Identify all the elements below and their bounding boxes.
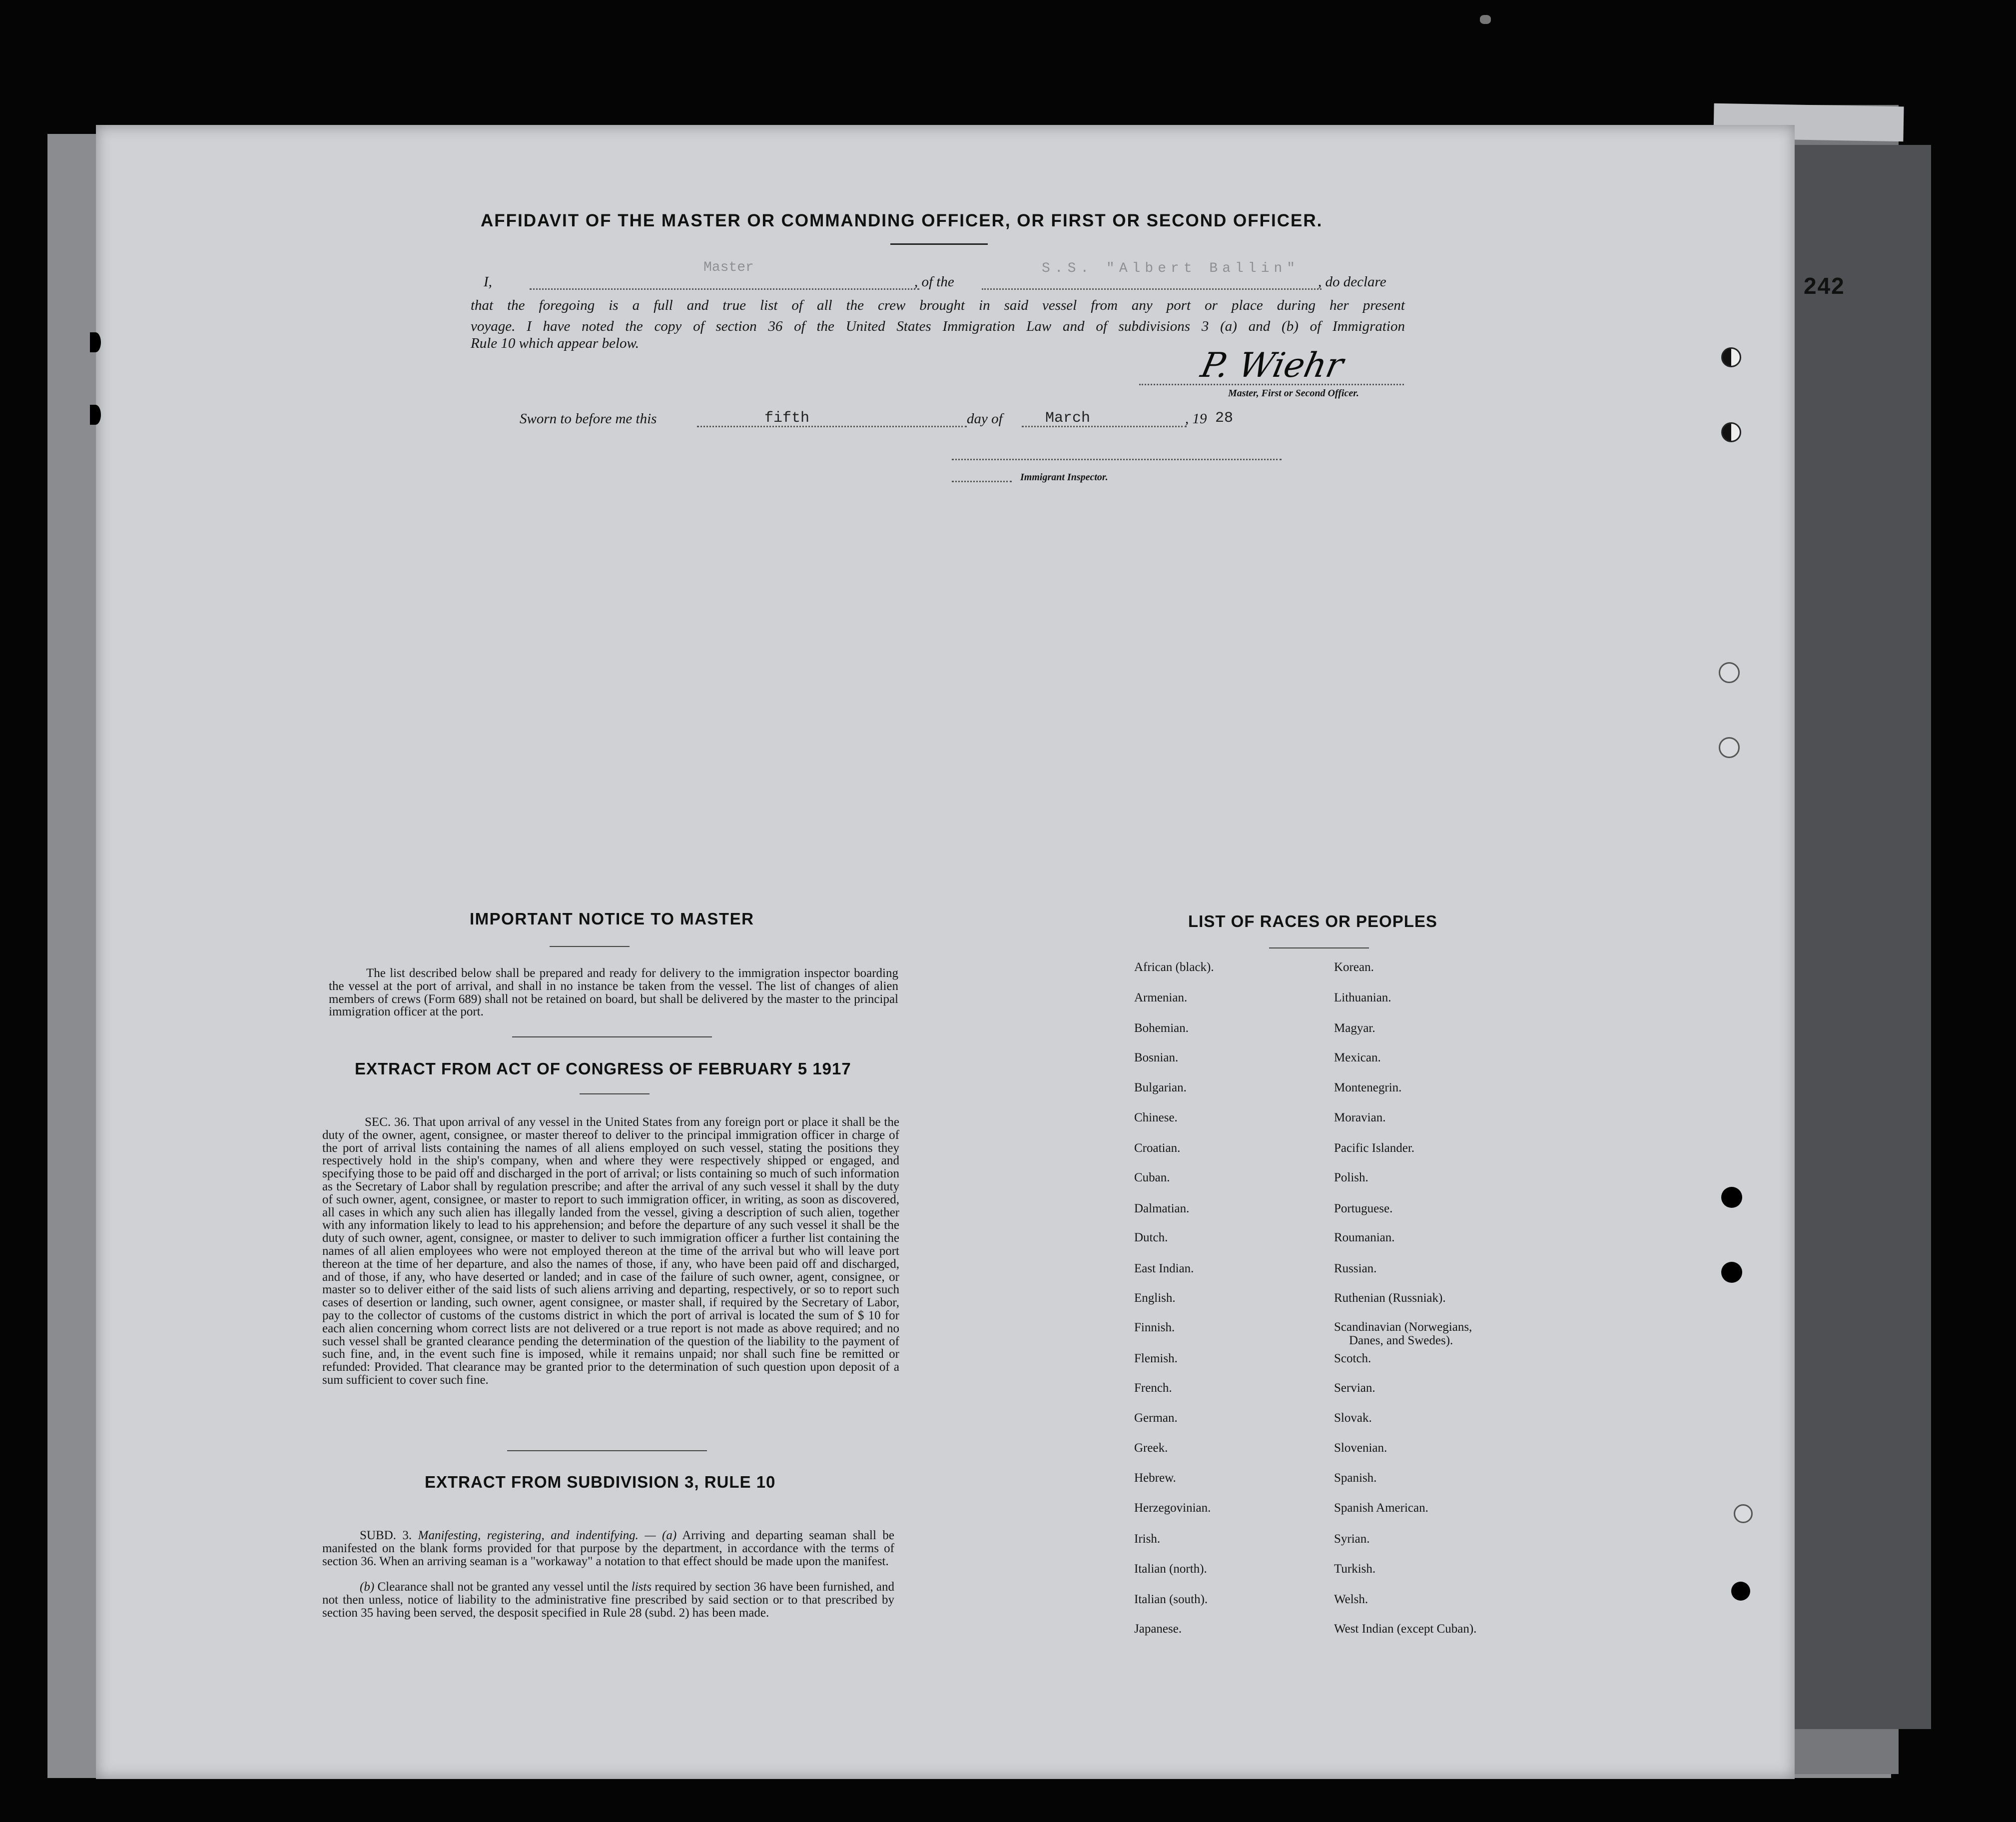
notice-title: IMPORTANT NOTICE TO MASTER bbox=[470, 910, 754, 928]
race-item: Polish. bbox=[1334, 1171, 1368, 1184]
race-item: Welsh. bbox=[1334, 1593, 1368, 1606]
race-item: East Indian. bbox=[1134, 1262, 1194, 1275]
day-field: fifth bbox=[764, 410, 810, 427]
race-item: Moravian. bbox=[1334, 1111, 1386, 1124]
race-item: Croatian. bbox=[1134, 1141, 1181, 1155]
affidavit-line-3: voyage. I have noted the copy of section 36 of the United States Immigration Law and of subdivisions 3 (a) and (b) of Immigration bbox=[471, 318, 1405, 334]
signature-line bbox=[1139, 384, 1404, 385]
race-item: Turkish. bbox=[1334, 1562, 1376, 1576]
signature-caption: Master, First or Second Officer. bbox=[1228, 388, 1359, 399]
affidavit-i-label: I, bbox=[484, 274, 492, 290]
race-item: Roumanian. bbox=[1334, 1231, 1395, 1244]
para-a-italic: Manifesting, registering, and indentifying. — (a) bbox=[418, 1529, 677, 1542]
race-item: Bohemian. bbox=[1134, 1021, 1189, 1035]
race-item: Slovak. bbox=[1334, 1411, 1372, 1425]
race-item: Finnish. bbox=[1134, 1321, 1175, 1334]
punch-hole bbox=[90, 405, 101, 425]
notice-text: The list described below shall be prepared and ready for delivery to the immigration inspector boarding the vessel at the port of arrival, and shall in no instance be taken from the vessel. The list of changes of alien members of crews (Form 689) shall not be retained on board, but shall be delivered by the master to the principal immigration officer at the port. bbox=[329, 966, 898, 1019]
race-item: Italian (north). bbox=[1134, 1562, 1207, 1576]
race-item: German. bbox=[1134, 1411, 1178, 1425]
race-item: Spanish American. bbox=[1334, 1501, 1428, 1515]
race-item: Hebrew. bbox=[1134, 1471, 1176, 1485]
punch-hole bbox=[1734, 1504, 1753, 1523]
race-item: Korean. bbox=[1334, 960, 1374, 974]
race-item: Pacific Islander. bbox=[1334, 1141, 1415, 1155]
race-item: Chinese. bbox=[1134, 1111, 1178, 1124]
race-item: Herzegovinian. bbox=[1134, 1501, 1211, 1515]
affidavit-line-2: that the foregoing is a full and true list of all the crew brought in said vessel from any port or place during her present bbox=[471, 297, 1405, 313]
para-b-text-1: Clearance shall not be granted any vessel until the bbox=[377, 1580, 629, 1594]
race-item: Bulgarian. bbox=[1134, 1081, 1187, 1094]
para-a-lead: SUBD. 3. bbox=[360, 1529, 412, 1542]
extract-rule-para-a bbox=[322, 1529, 894, 1568]
race-item: Greek. bbox=[1134, 1441, 1168, 1455]
vessel-field: S.S. "Albert Ballin" bbox=[1042, 261, 1300, 276]
punch-hole bbox=[1721, 1262, 1742, 1283]
race-item: Armenian. bbox=[1134, 991, 1188, 1004]
para-b-italic: lists bbox=[631, 1580, 652, 1594]
race-item: Scandinavian (Norwegians, bbox=[1334, 1320, 1472, 1334]
do-declare-label: , do declare bbox=[1318, 274, 1386, 290]
race-item: Russian. bbox=[1334, 1262, 1377, 1275]
race-item: Japanese. bbox=[1134, 1622, 1182, 1636]
binding-strip bbox=[1771, 145, 1931, 1729]
extract-act-separator bbox=[507, 1450, 707, 1451]
race-item: Flemish. bbox=[1134, 1352, 1178, 1365]
affidavit-title: AFFIDAVIT OF THE MASTER OR COMMANDING OFFICER, OR FIRST OR SECOND OFFICER. bbox=[481, 211, 1323, 230]
race-item: West Indian (except Cuban). bbox=[1334, 1622, 1477, 1636]
extract-rule-title: EXTRACT FROM SUBDIVISION 3, RULE 10 bbox=[425, 1473, 776, 1491]
rank-field-line bbox=[530, 288, 919, 290]
extract-rule-para-b bbox=[322, 1581, 894, 1619]
notice-separator bbox=[512, 1036, 712, 1037]
extract-act-text: SEC. 36. That upon arrival of any vessel in the United States from any foreign port or place it shall be the duty of the owner, agent, consignee, or master thereof to deliver to the principal immigration officer in charge of the port of arrival lists containing the names of all aliens employed on such vessel, stating the positions they respectively hold in the ship's company, when and where they were respectively shipped or engaged, and specifying those to be paid off and discharged in the port of arrival; or lists containing so much of such information as the Secretary of Labor shall by regulation prescribe; and after the arrival of any such vessel it shall by the duty of such owner, agent, consignee, or master to report to such immigration officer, in writing, as soon as discovered, all cases in which any such alien has illegally landed from the vessel, giving a description of such alien, together with any information likely to lead to his apprehension; and before the departure of any such vessel it shall be the duty of such owner, agent, consignee, or master to deliver to such immigration officer a further list containing the names of all alien employees who were not employed thereon at the time of the arrival but who will leave port thereon at the time of her departure, and also the names of those, if any, who have been paid off and discharged, and of those, if any, who have deserted or landed; and in case of the failure of such owner, agent, consignee, or master so to deliver either of the said lists of such aliens arriving and departing, respectively, or so to report such cases of desertion or landing, such owner, agent consignee, or master shall, if required by the Secretary of Labor, pay to the collector of customs of the customs district in which the port of arrival is located the sum of $ 10 for each alien concerning whom correct lists are not delivered or a true report is not made as above required; and no such vessel shall be granted clearance pending the determination of the question of the liability to the payment of such fine, and, in the event such fine is imposed, while it remains unpaid; nor shall such fine be remitted or refunded: Provided. That clearance may be granted prior to the determination of such question upon deposit of a sum sufficient to cover such fine. bbox=[322, 1115, 899, 1387]
punch-hole bbox=[90, 332, 101, 352]
race-item: Syrian. bbox=[1334, 1532, 1370, 1546]
punch-hole bbox=[1719, 662, 1740, 683]
year-field: 28 bbox=[1215, 410, 1234, 427]
race-item: Spanish. bbox=[1334, 1471, 1377, 1485]
race-item: Mexican. bbox=[1334, 1051, 1381, 1064]
master-signature: P. Wiehr bbox=[1197, 346, 1347, 385]
race-item: Magyar. bbox=[1334, 1021, 1375, 1035]
race-item: Dalmatian. bbox=[1134, 1202, 1190, 1215]
extract-act-rule bbox=[580, 1093, 650, 1094]
extract-act-title: EXTRACT FROM ACT OF CONGRESS OF FEBRUARY 5 1917 bbox=[355, 1059, 851, 1078]
punch-hole bbox=[1721, 1187, 1742, 1208]
inspector-line-short bbox=[952, 481, 1012, 482]
punch-hole bbox=[1719, 737, 1740, 758]
race-item: Portuguese. bbox=[1334, 1202, 1393, 1215]
punch-hole bbox=[1731, 1582, 1750, 1601]
race-item: Bosnian. bbox=[1134, 1051, 1179, 1064]
races-title: LIST OF RACES OR PEOPLES bbox=[1188, 912, 1437, 930]
month-field: March bbox=[1045, 410, 1091, 427]
race-item: Dutch. bbox=[1134, 1231, 1168, 1244]
punch-hole bbox=[1721, 422, 1741, 442]
punch-hole bbox=[1721, 347, 1741, 367]
race-item: Danes, and Swedes). bbox=[1349, 1334, 1453, 1347]
para-a-text: Arriving and departing seaman shall be manifested on the blank forms provided for that purpose by the department, in accordance with the terms of section 36. When an arriving seaman is a "workaway" a notation to that effect should be made upon the manifest. bbox=[322, 1529, 895, 1568]
page-number: 242 bbox=[1804, 273, 1845, 299]
para-b-text-2: required by section 36 have been furnished, and not then unless, notice of liability to the administrative fine prescribed by said section or to that prescribed by section 35 having been served, the desposit specified in Rule 28 (subd. 2) has been made. bbox=[322, 1580, 895, 1620]
race-item: African (black). bbox=[1134, 960, 1214, 974]
races-rule bbox=[1269, 947, 1369, 948]
vessel-field-line bbox=[982, 288, 1322, 290]
inspector-caption: Immigrant Inspector. bbox=[1020, 472, 1108, 483]
race-item: Italian (south). bbox=[1134, 1593, 1208, 1606]
race-item: French. bbox=[1134, 1381, 1172, 1395]
race-item: Scotch. bbox=[1334, 1352, 1371, 1365]
race-item: Ruthenian (Russniak). bbox=[1334, 1291, 1446, 1305]
rank-field: Master bbox=[703, 260, 754, 275]
scan-speck bbox=[1480, 15, 1491, 24]
race-item: Montenegrin. bbox=[1334, 1081, 1402, 1094]
notice-rule bbox=[550, 946, 630, 947]
of-the-label: , of the bbox=[914, 274, 954, 290]
sworn-label: Sworn to before me this bbox=[520, 411, 657, 427]
race-item: Irish. bbox=[1134, 1532, 1161, 1546]
title-underline bbox=[890, 243, 988, 245]
affidavit-line-4: Rule 10 which appear below. bbox=[471, 335, 639, 351]
day-field-line bbox=[697, 426, 967, 427]
year-prefix: , 19 bbox=[1185, 411, 1207, 427]
race-item: Cuban. bbox=[1134, 1171, 1170, 1184]
race-item: Lithuanian. bbox=[1334, 991, 1391, 1004]
race-item: English. bbox=[1134, 1291, 1176, 1305]
para-b-lead: (b) bbox=[360, 1580, 375, 1594]
race-item: Servian. bbox=[1334, 1381, 1375, 1395]
race-item: Slovenian. bbox=[1334, 1441, 1387, 1455]
inspector-line bbox=[952, 459, 1282, 460]
day-of-label: day of bbox=[967, 411, 1003, 427]
